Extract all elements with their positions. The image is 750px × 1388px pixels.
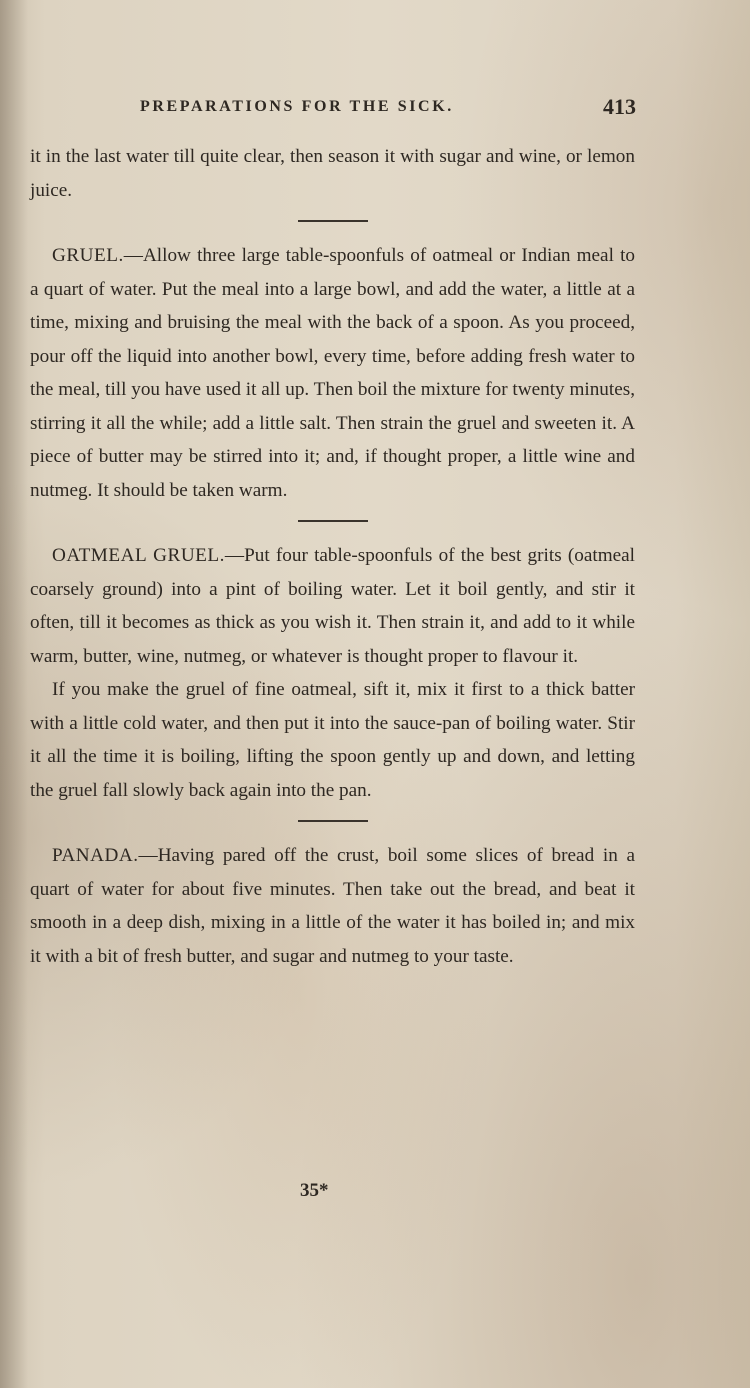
section-rule (298, 220, 368, 222)
page-number: 413 (603, 94, 636, 119)
panada-heading: PANADA. (52, 845, 139, 866)
signature-mark: 35* (300, 1180, 329, 1201)
panada-paragraph (30, 839, 635, 973)
gruel-heading: GRUEL. (52, 245, 124, 266)
panada-text: —Having pared off the crust, boil some slices of bread in a quart of water for about five minutes. Then take out the bread, and beat it smooth in a deep dish, mixing in a little of the water it has boiled in; and mix it with a bit of fresh butter, and sugar and nutmeg to your taste. (30, 845, 635, 967)
section-rule (298, 520, 368, 522)
running-title: PREPARATIONS FOR THE SICK. (140, 98, 454, 115)
oatmeal-gruel-paragraph-2: If you make the gruel of fine oatmeal, sift it, mix it first to a thick batter with a little cold water, and then put it into the sauce-pan of boiling water. Stir it all the time it is boiling, lifting the spoon gently up and down, and letting the gruel fall slowly back again into the pan. (30, 679, 635, 801)
gruel-paragraph (30, 239, 635, 507)
body-text (30, 140, 635, 973)
oatmeal-gruel-heading: OATMEAL GRUEL. (52, 545, 225, 566)
gruel-text: —Allow three large table-spoonfuls of oatmeal or Indian meal to a quart of water. Put the meal into a large bowl, and add the water, a little at a time, mixing and bruising the meal with the back of a spoon. As you proceed, pour off the liquid into another bowl, every time, before adding fresh water to the meal, till you have used it all up. Then boil the mixture for twenty minutes, stirring it all the while; add a little salt. Then strain the gruel and sweeten it. A piece of butter may be stirred into it; and, if thought proper, a little wine and nutmeg. It should be taken warm. (30, 245, 635, 501)
oatmeal-gruel-paragraph (30, 539, 635, 673)
section-rule (298, 820, 368, 822)
gutter-shadow (0, 0, 28, 1388)
oatmeal-gruel-text: —Put four table-spoonfuls of the best grits (oatmeal coarsely ground) into a pint of boiling water. Let it boil gently, and stir it often, till it becomes as thick as you wish it. Then strain it, and add to it while warm, butter, wine, nutmeg, or whatever is thought proper to flavour it. (30, 545, 635, 667)
continuation-paragraph: it in the last water till quite clear, then season it with sugar and wine, or lemon juice. (30, 146, 635, 201)
running-head (40, 96, 636, 124)
